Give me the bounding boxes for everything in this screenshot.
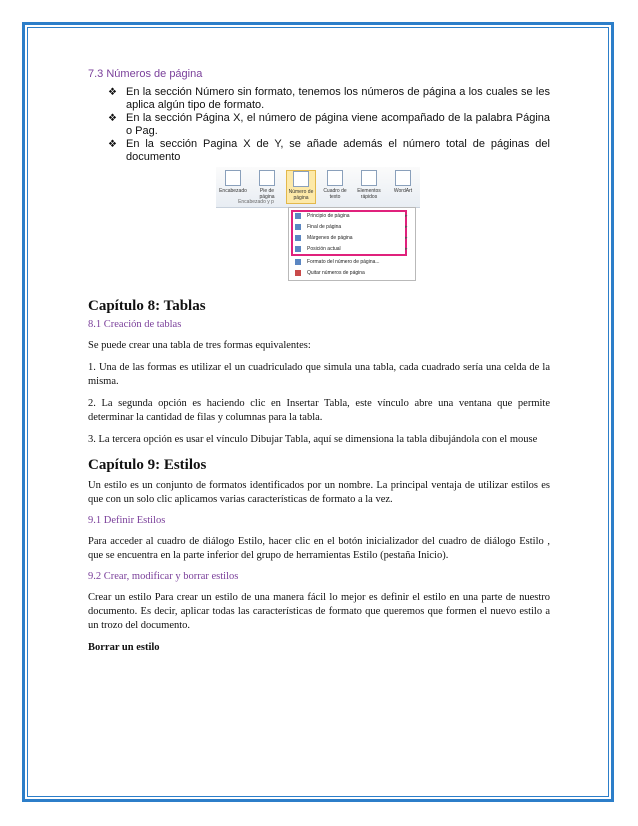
ribbon-button-encabezado: Encabezado	[218, 170, 248, 204]
paragraph: Para acceder al cuadro de diálogo Estilo, hacer clic en el botón inicializador del cuadro de diálogo Estilo , que se encuentra en la parte inferior del grupo de herramientas Estilo (pestaña Inicio).	[88, 536, 550, 561]
page-bottom-icon	[295, 224, 301, 230]
document-page	[88, 68, 550, 655]
paragraph: Crear un estilo Para crear un estilo de una manera fácil lo mejor es definir el estilo en una parte de nuestro documento. Es decir, aplicar todas las características de formato que queremos que formen el nuevo estilo a un trozo del documento.	[88, 592, 550, 631]
footer-icon	[259, 170, 275, 186]
section-9-2-heading: 9.2 Crear, modificar y borrar estilos	[88, 571, 239, 582]
diamond-bullet-icon: ❖	[108, 87, 117, 98]
bullet-list	[88, 86, 550, 164]
chevron-right-icon: ▸	[405, 224, 408, 230]
menu-item: Quitar números de página	[295, 269, 365, 278]
chapter-8-title: Capítulo 8: Tablas	[88, 298, 206, 314]
menu-item: Principio de página ▸	[295, 212, 350, 221]
ribbon-button-cuadro-texto: Cuadro de texto	[320, 170, 350, 204]
ribbon-bar	[216, 167, 420, 208]
list-item: ❖ En la sección Página X, el número de página viene acompañado de la palabra Página o Pag.	[108, 112, 550, 137]
list-item: ❖ En la sección Número sin formato, tenemos los números de página a los cuales se les aplica algún tipo de formato.	[108, 86, 550, 111]
ribbon-button-elementos-rapidos: Elementos rápidos	[354, 170, 384, 204]
ribbon-screenshot-figure	[216, 167, 420, 283]
page-top-icon	[295, 213, 301, 219]
diamond-bullet-icon: ❖	[108, 113, 117, 124]
menu-item: Final de página ▸	[295, 223, 341, 232]
menu-item: Formato del número de página...	[295, 258, 380, 267]
paragraph: Se puede crear una tabla de tres formas equivalentes:	[88, 340, 311, 351]
remove-number-icon	[295, 270, 301, 276]
paragraph: 2. La segunda opción es haciendo clic en Insertar Tabla, este vínculo abre una ventana que permite determinar la cantidad de filas y columnas para la tabla.	[88, 398, 550, 423]
page-number-menu	[288, 207, 416, 281]
ribbon-button-pie-pagina: Pie de página	[252, 170, 282, 204]
section-9-1-heading: 9.1 Definir Estilos	[88, 515, 166, 526]
header-icon	[225, 170, 241, 186]
textbox-icon	[327, 170, 343, 186]
ribbon-button-numero-pagina: Número de página	[286, 170, 316, 204]
paragraph-heading: Borrar un estilo	[88, 642, 160, 653]
chapter-9-title: Capítulo 9: Estilos	[88, 457, 207, 473]
page-margins-icon	[295, 235, 301, 241]
format-number-icon	[295, 259, 301, 265]
chevron-right-icon: ▸	[405, 235, 408, 241]
page-number-icon	[293, 171, 309, 187]
diamond-bullet-icon: ❖	[108, 139, 117, 150]
current-position-icon	[295, 246, 301, 252]
ribbon-group-label: Encabezado y p	[238, 199, 274, 205]
section-8-1-heading: 8.1 Creación de tablas	[88, 319, 182, 330]
paragraph: 1. Una de las formas es utilizar el un cuadriculado que simula una tabla, cada cuadrado sería una celda de la misma.	[88, 362, 550, 387]
quick-parts-icon	[361, 170, 377, 186]
paragraph: Un estilo es un conjunto de formatos identificados por un nombre. La principal ventaja de utilizar estilos es que con un solo clic aplicamos varias características de formato a la vez.	[88, 480, 550, 505]
chevron-right-icon: ▸	[405, 246, 408, 252]
wordart-icon	[395, 170, 411, 186]
paragraph: 3. La tercera opción es usar el vínculo Dibujar Tabla, aquí se dimensiona la tabla dibujándola con el mouse	[88, 434, 538, 445]
section-7-3-heading: 7.3 Números de página	[88, 68, 203, 80]
menu-item: Márgenes de página ▸	[295, 234, 353, 243]
chevron-right-icon: ▸	[405, 213, 408, 219]
ribbon-button-wordart: WordArt	[388, 170, 418, 204]
list-item: ❖ En la sección Pagina X de Y, se añade además el número total de páginas del documento	[108, 138, 550, 163]
menu-item: Posición actual ▸	[295, 245, 341, 254]
